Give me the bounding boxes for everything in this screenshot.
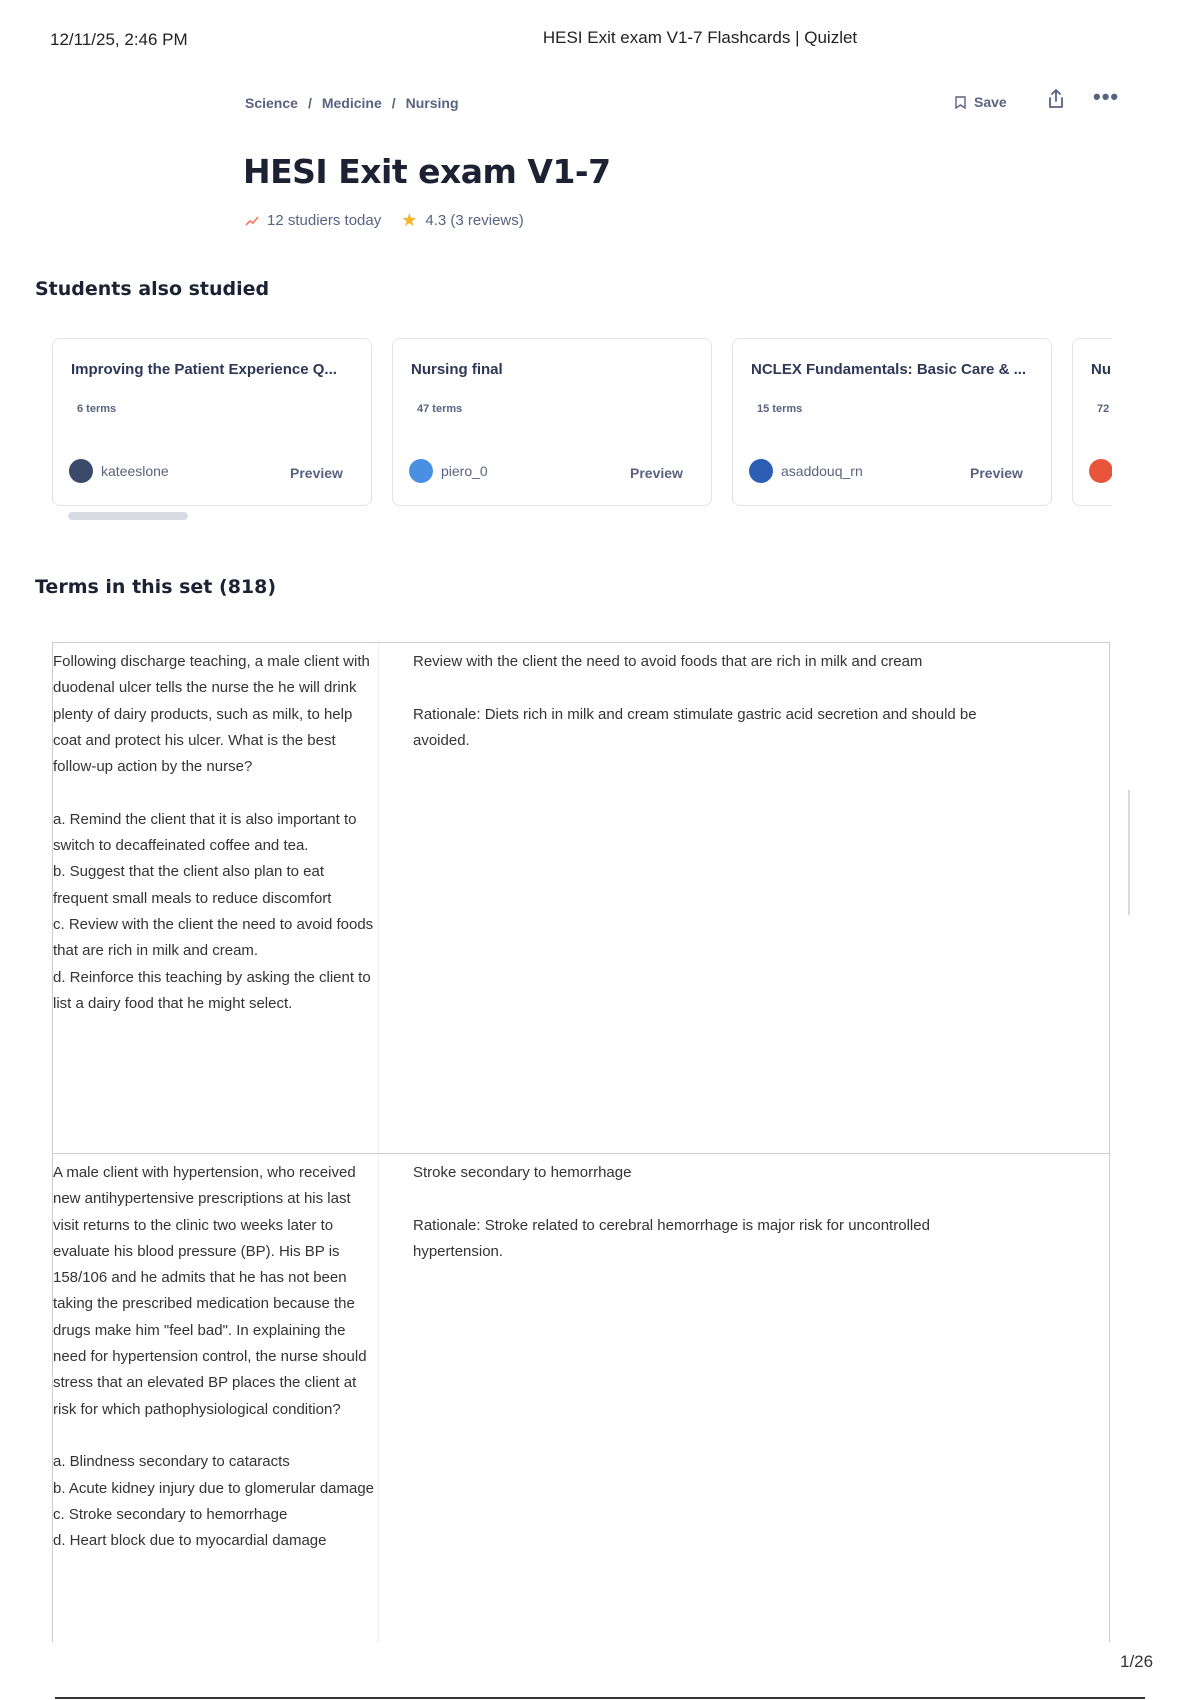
save-label: Save [974, 94, 1007, 110]
table-row [53, 1154, 1109, 1642]
card-term-count: 6 terms [77, 403, 117, 415]
card-term-count: 15 terms [757, 403, 803, 415]
card-title: Nursing final [411, 361, 503, 378]
page-number: 1/26 [1120, 1652, 1154, 1671]
rating[interactable]: 4.3 (3 reviews) [425, 212, 524, 229]
breadcrumb-separator: / [307, 95, 312, 111]
column-divider [378, 1154, 379, 1642]
studiers-count: 12 studiers today [267, 212, 382, 229]
table-row [53, 643, 1109, 1154]
card-username[interactable]: asaddouq_rn [781, 463, 863, 479]
trending-icon [245, 216, 259, 226]
more-options-button[interactable]: ••• [1093, 84, 1120, 109]
star-icon: ★ [401, 210, 418, 230]
card-username[interactable]: kateeslone [101, 463, 169, 479]
card-term-count: 72 [1097, 403, 1110, 415]
preview-button[interactable]: Preview [630, 465, 683, 481]
breadcrumb [245, 95, 459, 111]
share-icon [1045, 88, 1067, 110]
study-set-card[interactable] [732, 338, 1052, 506]
card-term-count: 47 terms [417, 403, 463, 415]
breadcrumb-science[interactable]: Science [245, 95, 298, 111]
print-title-text: HESI Exit exam V1-7 Flashcards | Quizlet [542, 28, 858, 47]
footer-rule [55, 1697, 1145, 1699]
avatar [409, 459, 433, 483]
study-set-card[interactable] [392, 338, 712, 506]
study-set-card[interactable] [1072, 338, 1112, 506]
carousel-scrollbar[interactable] [68, 512, 188, 520]
card-title: NCLEX Fundamentals: Basic Care & ... [751, 361, 1027, 378]
breadcrumb-medicine[interactable]: Medicine [321, 95, 382, 111]
page-scrollbar[interactable] [1128, 790, 1130, 915]
breadcrumb-separator: / [391, 95, 396, 111]
term-answer: Review with the client the need to avoid foods that are rich in milk and cream Rationale: Diets rich in milk and cream stimulate gastric acid secretion and should be avoided. [413, 653, 977, 749]
card-title: Improving the Patient Experience Q... [71, 361, 337, 378]
terms-table [52, 642, 1110, 1642]
preview-button[interactable]: Preview [290, 465, 343, 481]
term-question: Following discharge teaching, a male client with duodenal ulcer tells the nurse the he will drink plenty of dairy products, such as milk, to help coat and protect his ulcer. What is the best follow-up action by the nurse? a. Remind the client that it is also important to switch to decaffeinated coffee and tea. b. Suggest that the client also plan to eat frequent small meals to reduce discomfort c. Review with the client the need to avoid foods that are rich in milk and cream. d. Reinforce this teaching by asking the client to list a dairy food that he might select. [53, 653, 374, 1012]
column-divider [378, 643, 379, 1153]
study-set-card[interactable] [52, 338, 372, 506]
save-button[interactable] [955, 94, 1007, 110]
card-username[interactable]: piero_0 [441, 463, 488, 479]
term-answer: Stroke secondary to hemorrhage Rationale: Stroke related to cerebral hemorrhage is major risk for uncontrolled hypertension. [413, 1164, 930, 1260]
terms-heading: Terms in this set (818) [35, 576, 277, 598]
preview-button[interactable]: Preview [970, 465, 1023, 481]
avatar [1089, 459, 1112, 483]
set-stats [245, 210, 524, 231]
breadcrumb-nursing[interactable]: Nursing [405, 95, 459, 111]
avatar [749, 459, 773, 483]
card-title: Nu [1091, 361, 1111, 378]
students-also-studied-heading: Students also studied [35, 278, 270, 300]
print-date: 12/11/25, 2:46 PM [50, 30, 188, 49]
share-button[interactable] [1045, 88, 1069, 112]
term-question: A male client with hypertension, who received new antihypertensive prescriptions at his last visit returns to the clinic two weeks later to evaluate his blood pressure (BP). His BP is 158/106 and he admits that he has not been taking the prescribed medication because the drugs make him "feel bad". In explaining the need for hypertension control, the nurse should stress that an elevated BP places the client at risk for which pathophysiological condition? a. Blindness secondary to cataracts b. Acute kidney injury due to glomerular damage c. Stroke secondary to hemorrhage d. Heart block due to myocardial damage [53, 1164, 375, 1550]
also-studied-carousel [52, 338, 1112, 508]
set-title: HESI Exit exam V1-7 [243, 152, 611, 191]
avatar [69, 459, 93, 483]
bookmark-icon [955, 96, 966, 109]
print-title [0, 28, 1200, 48]
